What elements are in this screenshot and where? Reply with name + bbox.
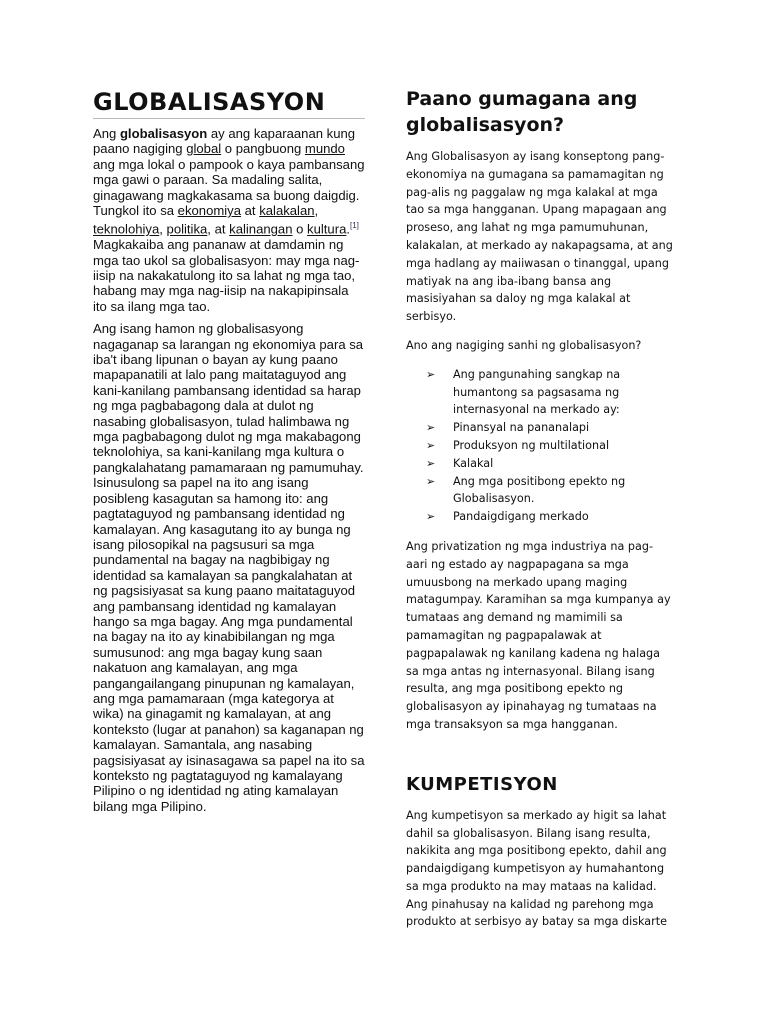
right-column xyxy=(406,86,674,942)
text-span: . xyxy=(346,221,350,237)
paragraph-privatization: Ang privatization ng mga industriya na pag-aari ng estado ay nagpapagana sa mga umuusbong na merkado upang maging matagumpay. Karamihan sa mga kumpanya ay tumataas ang demand ng mamimili sa pamamagitan ng pagpapalawak at pagpapalawak ng kanilang kadena ng halaga sa mga antas ng internasyonal. Bilang isang resulta, ang mga positibong epekto ng globalisasyon ay ipinahayag ng tumataas na mga transaksyon sa mga hangganan. xyxy=(406,539,671,731)
list-item-text: Pandaigdigang merkado xyxy=(453,510,589,524)
left-column xyxy=(93,88,365,814)
text-span: o pangbuong xyxy=(221,141,305,157)
intro-paragraph xyxy=(93,126,365,314)
link-teknolohiya[interactable]: teknolohiya xyxy=(93,221,160,237)
list-item xyxy=(426,366,674,419)
text-span: , at xyxy=(207,221,230,237)
link-kultura[interactable]: kultura xyxy=(307,221,347,237)
body-paragraph: Ang isang hamon ng globalisasyong nagaganap sa larangan ng ekonomiya para sa iba't ibang lipunan o bayan ay kung paano mapapanatili at lalo pang maitataguyod ang kani-kanilang pambansang identidad sa harap ng mga pagbabagong dala at dulot ng nasabing globalisasyon, tulad halimbawa ng mga pagbabagong dulot ng mga makabagong teknolohiya, sa kani-kanilang mga kultura o pangkalahatang pamamaraan ng pamumuhay. Isinusulong sa papel na ito ang isang posibleng kasagutan sa hamong ito: ang pagtataguyod ng pambansang identidad ng kamalayan. Ang kasagutang ito ay bunga ng isang pilosopikal na pagsusuri sa mga pundamental na bagay na nagbibigay ng identidad sa kamalayan sa pangkalahatan at ng pagsisiyasat sa kung paano maitataguyod ang pambansang identidad ng kamalayan hango sa mga bagay. Ang mga pundamental na bagay na ito ay kinabibilangan ng mga sumusunod: ang mga bagay kung saan nakatuon ang kamalayan, ang mga pangangailangang pinupunan ng kamalayan, ang mga pamamaraan (mga kategorya at wika) na ginagamit ng kamalayan, at ang konteksto (lugar at panahon) sa kaganapan ng kamalayan. Samantala, ang nasabing pagsisiyasat ay isinasagawa sa papel na ito sa konteksto ng pagtataguyod ng kamalayang Pilipino o ng identidad ng ating kamalayan bilang mga Pilipino. xyxy=(93,321,365,814)
list-item xyxy=(426,419,674,437)
list-item-text: Ang mga positibong epekto ng Globalisasyon. xyxy=(453,474,626,506)
bold-term: globalisasyon xyxy=(119,126,208,141)
section-title-kumpetisyon: KUMPETISYON xyxy=(406,773,558,795)
link-mundo[interactable]: mundo xyxy=(304,141,345,157)
arrowhead-bullet-icon: ➢ xyxy=(426,456,436,470)
list-item xyxy=(426,455,674,473)
causes-list xyxy=(426,366,674,526)
link-kalakalan[interactable]: kalakalan xyxy=(259,203,315,219)
text-span: , xyxy=(314,203,319,219)
text-span: at xyxy=(241,203,260,219)
list-item xyxy=(426,508,674,526)
question-line: Ano ang nagiging sanhi ng globalisasyon? xyxy=(406,338,642,352)
arrowhead-bullet-icon: ➢ xyxy=(426,421,436,435)
list-item-text: Ang pangunahing sangkap na humantong sa pagsasama ng internasyonal na merkado ay: xyxy=(453,367,621,417)
arrowhead-bullet-icon: ➢ xyxy=(426,474,436,488)
section-title-globalisasyon: GLOBALISASYON xyxy=(93,88,365,119)
link-kalinangan[interactable]: kalinangan xyxy=(229,221,293,237)
arrowhead-bullet-icon: ➢ xyxy=(426,438,436,452)
section-title-paano: Paano gumagana ang globalisasyon? xyxy=(406,88,638,136)
list-item-text: Produksyon ng multilational xyxy=(453,438,610,452)
text-span: , xyxy=(159,221,167,237)
link-global[interactable]: global xyxy=(186,141,222,157)
list-item-text: Pinansyal na pananalapi xyxy=(453,421,590,435)
text-span: Ang xyxy=(93,126,120,141)
link-politika[interactable]: politika xyxy=(166,221,208,237)
paragraph-how-it-works: Ang Globalisasyon ay isang konseptong pang-ekonomiya na gumagana sa pamamagitan ng pag-alis ng paggalaw ng mga kalakal at mga tao sa mga hangganan. Upang mapagaan ang proseso, ang lahat ng mga pamumuhunan, kalakalan, at merkado ay nakapagsama, at ang mga hadlang ay maiiwasan o tinanggal, upang matiyak na ang iba-ibang bansa ang masisiyahan sa daloy ng mga kalakal at serbisyo. xyxy=(406,150,673,324)
text-span: ang mga lokal o pampook o kaya pambansang mga gawi o paraan. Sa madaling salita, ginagawang magkakasama sa buong daigdig. Tungkol ito sa xyxy=(93,156,365,219)
text-span: Magkakaiba ang pananaw at damdamin ng mga tao ukol sa globalisasyon: may mga nag-iisip na nakakatulong ito sa lahat ng mga tao, habang may mga nag-iisip na nakapipinsala ito sa ilang mga tao. xyxy=(93,237,360,314)
list-item xyxy=(426,473,674,509)
list-item-text: Kalakal xyxy=(453,456,494,470)
text-span: o xyxy=(292,221,308,237)
text-span: ay ang kaparaanan kung paano nagiging xyxy=(93,126,356,157)
list-item xyxy=(426,437,674,455)
arrowhead-bullet-icon: ➢ xyxy=(426,510,436,524)
paragraph-kumpetisyon: Ang kumpetisyon sa merkado ay higit sa lahat dahil sa globalisasyon. Bilang isang resulta, nakikita ang mga positibong epekto, dahil ang pandaigdigang kumpetisyon ay humahantong sa mga produkto na may mataas na kalidad. Ang pinahusay na kalidad ng parehong mga produkto at serbisyo ay batay sa mga diskarte xyxy=(406,808,668,929)
arrowhead-bullet-icon: ➢ xyxy=(426,367,436,381)
link-ekonomiya[interactable]: ekonomiya xyxy=(177,203,241,219)
reference-link[interactable]: [1] xyxy=(350,221,359,231)
